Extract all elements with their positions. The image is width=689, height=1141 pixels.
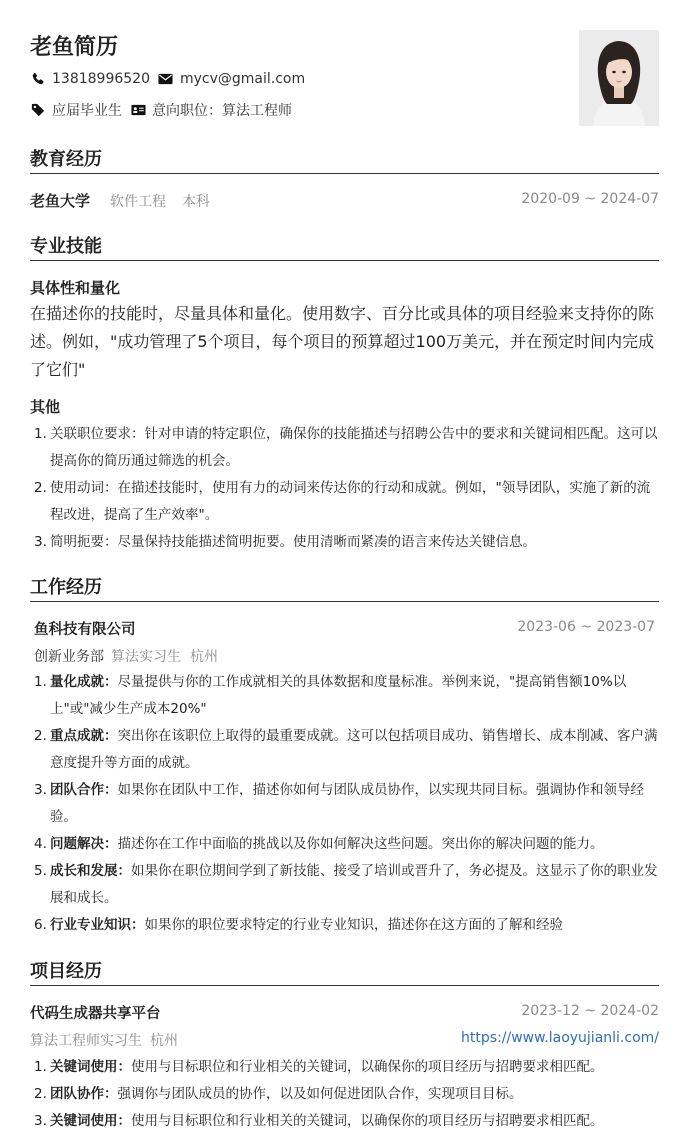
section-title-skills: 专业技能 xyxy=(30,236,102,257)
tag-icon xyxy=(30,102,46,118)
id-card-icon xyxy=(130,102,146,118)
phone-number: 13818996520 xyxy=(52,71,150,87)
section-divider xyxy=(30,260,659,261)
list-item: 3. 简明扼要：尽量保持技能描述简明扼要。使用清晰而紧凑的语言来传达关键信息。 xyxy=(34,534,536,550)
contact-row xyxy=(30,71,305,87)
project-link[interactable]: https://www.laoyujianli.com/ xyxy=(461,1030,659,1046)
section-divider xyxy=(30,601,659,602)
education-date: 2020-09 ~ 2024-07 xyxy=(521,191,659,207)
envelope-icon xyxy=(158,71,174,87)
graduate-status: 应届毕业生 xyxy=(52,103,122,119)
section-title-education: 教育经历 xyxy=(30,149,102,170)
list-item: 5. 成长和发展：如果你在职位期间学到了新技能、接受了培训或晋升了，务必提及。这显示了你的职业发展和成长。 xyxy=(34,863,658,906)
candidate-name: 老鱼简历 xyxy=(30,35,119,60)
work-city: 杭州 xyxy=(190,649,218,665)
skill-subtitle: 其他 xyxy=(30,398,61,416)
list-item: 2. 团队协作：强调你与团队成员的协作，以及如何促进团队合作，实现项目目标。 xyxy=(34,1086,523,1102)
list-item: 3. 团队合作：如果你在团队中工作，描述你如何与团队成员协作，以实现共同目标。强调协作和领导经验。 xyxy=(34,782,644,825)
company-name: 鱼科技有限公司 xyxy=(34,622,136,638)
work-list xyxy=(30,669,660,939)
section-title-project: 项目经历 xyxy=(30,961,102,982)
list-item: 4. 问题解决：描述你在工作中面临的挑战以及你如何解决这些问题。突出你的解决问题的能力。 xyxy=(34,836,604,852)
list-item: 6. 行业专业知识：如果你的职位要求特定的行业专业知识，描述你在这方面的了解和经验 xyxy=(34,917,563,933)
project-role: 算法工程师实习生 xyxy=(30,1033,142,1049)
list-item: 3. 关键词使用：使用与目标职位和行业相关的关键词，以确保你的项目经历与招聘要求相匹配。 xyxy=(34,1113,604,1129)
list-item: 2. 重点成就：突出你在该职位上取得的最重要成就。这可以包括项目成功、销售增长、成本削减、客户满意度提升等方面的成就。 xyxy=(34,728,658,771)
list-item: 1. 关键词使用：使用与目标职位和行业相关的关键词，以确保你的项目经历与招聘要求相匹配。 xyxy=(34,1059,604,1075)
email-address: mycv@gmail.com xyxy=(179,71,306,87)
work-role: 算法实习生 xyxy=(111,649,181,665)
target-position: 意向职位：算法工程师 xyxy=(152,103,292,119)
project-city: 杭州 xyxy=(150,1033,178,1049)
phone-icon xyxy=(30,71,46,87)
status-row xyxy=(30,100,292,120)
education-degree: 本科 xyxy=(182,194,210,210)
skill-subtitle: 具体性和量化 xyxy=(30,279,121,297)
section-divider xyxy=(30,985,659,986)
work-date: 2023-06 ~ 2023-07 xyxy=(517,619,655,635)
project-list xyxy=(30,1054,660,1135)
project-name: 代码生成器共享平台 xyxy=(30,1006,161,1022)
list-item: 1. 量化成就：尽量提供与你的工作成就相关的具体数据和度量标准。举例来说，"提高销售额10%以上"或"减少生产成本20%" xyxy=(34,674,627,717)
list-item: 2. 使用动词：在描述技能时，使用有力的动词来传达你的行动和成就。例如，"领导团队，实施了新的流程改进，提高了生产效率"。 xyxy=(34,480,651,523)
work-department: 创新业务部 xyxy=(34,649,104,665)
education-major: 软件工程 xyxy=(110,194,166,210)
school-name: 老鱼大学 xyxy=(30,192,91,210)
skills-list xyxy=(30,421,660,556)
skill-paragraph: 在描述你的技能时，尽量具体和量化。使用数字、百分比或具体的项目经验来支持你的陈述。例如，"成功管理了5个项目，每个项目的预算超过100万美元，并在预定时间内完成了它们" xyxy=(30,304,655,379)
section-divider xyxy=(30,173,659,174)
list-item: 1. 关联职位要求：针对申请的特定职位，确保你的技能描述与招聘公告中的要求和关键词相匹配。这可以提高你的简历通过筛选的机会。 xyxy=(34,426,658,469)
project-date: 2023-12 ~ 2024-02 xyxy=(521,1003,659,1019)
section-title-work: 工作经历 xyxy=(30,577,102,598)
profile-photo xyxy=(579,30,659,126)
